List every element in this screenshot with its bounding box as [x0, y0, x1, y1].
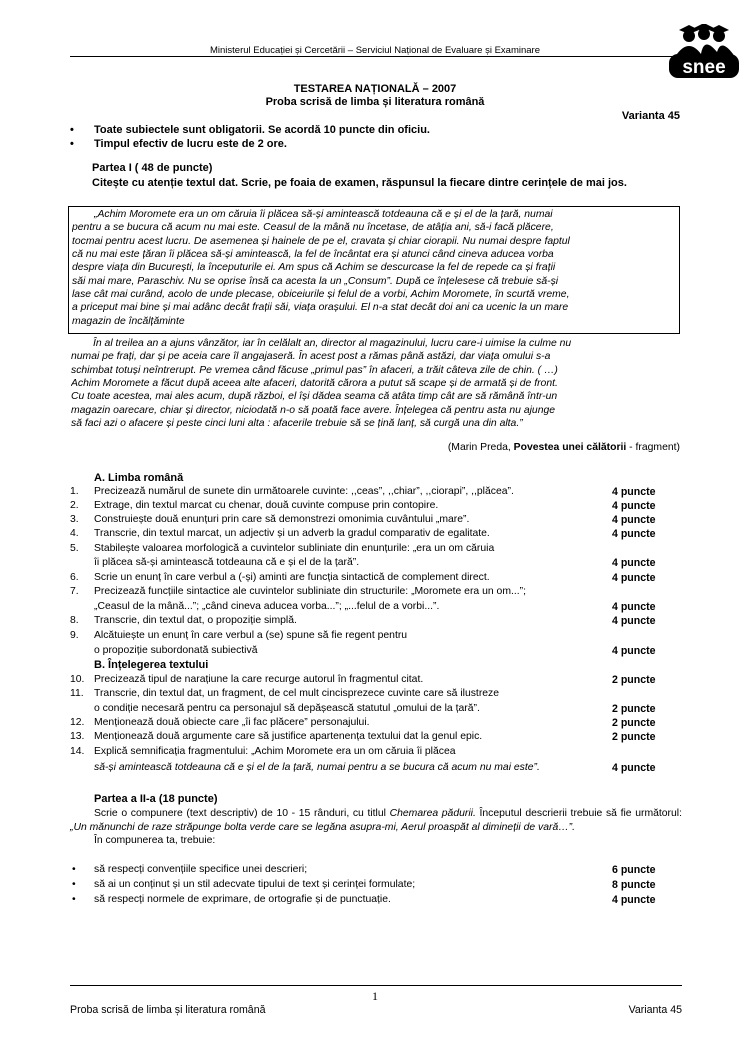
- question-item: îi plăcea să-și amintească totdeauna că e și el de la țară”. 4 puncte: [94, 557, 656, 569]
- question-item: 13. Menționează două argumente care să justifice apartenența textului dat la genul epic. 2 puncte: [70, 731, 656, 743]
- passage-continuation: [71, 337, 679, 430]
- passage-line: tocmai pentru acest lucru. De asemenea și hainele de pe el, cravata și chiar ciorapii. Nu numai despre faptul: [72, 235, 570, 247]
- header-rule: [70, 56, 682, 57]
- question-item: 7. Precizează funcțiile sintactice ale cuvintelor subliniate din structurile: „Moromete era un om...”;: [70, 586, 526, 597]
- question-item: „Ceasul de la mână...”; „când cineva aducea vorba...”; „...felul de a vorbi...”. 4 puncte: [94, 601, 656, 613]
- exam-subtitle: Proba scrisă de limba și literatura română: [265, 96, 485, 108]
- bullet-icon: •: [70, 124, 74, 136]
- passage-line: să faci azi o afacere și peste cinci luni alta : afacerile trebuie să se țină lanț, să curgă una din alta.”: [71, 418, 523, 430]
- snee-logo: [659, 24, 741, 82]
- footer: Proba scrisă de limba și literatura română Varianta 45: [70, 1004, 682, 1016]
- variant-label: Varianta 45: [621, 110, 680, 122]
- part2-heading: Partea a II-a (18 puncte): [94, 793, 218, 805]
- exam-title: TESTAREA NAȚIONALĂ – 2007: [293, 83, 457, 95]
- passage-line: magazin oarecare, chiar și director, niciodată n-o să poată face avere. Înțelegea că pentru asta nu ajunge: [71, 404, 556, 416]
- passage-line: numai pe frați, dar și pe aceia care îl angajaseră. În acest post a rămas până astăzi, dar viața omului s-a: [71, 351, 551, 363]
- question-item: 11. Transcrie, din textul dat, un fragment, de cel mult cincisprezece cuvinte care să ilustreze: [70, 688, 500, 699]
- criteria-item: • să respecți convențiile specifice unei descrieri; 6 puncte: [72, 864, 656, 876]
- question-item: să-și amintească totdeauna că e și el de la țară, numai pentru a se bucura că acum nu mai este”. 4 puncte: [94, 762, 656, 774]
- passage-line: „Achim Moromete era un om căruia îi plăcea să-și amintească totdeauna că e și el de la țară, numai: [94, 209, 553, 220]
- ministry-header: Ministerul Educației și Cercetării – Serviciul Național de Evaluare și Examinare: [210, 45, 540, 56]
- criteria-item: • să respecți normele de exprimare, de ortografie și de punctuație. 4 puncte: [72, 894, 656, 906]
- passage-source: (Marin Preda, Povestea unei călătorii - fragment): [447, 442, 680, 453]
- question-item: o propoziție subordonată subiectivă 4 puncte: [94, 645, 656, 657]
- question-item: 1. Precizează numărul de sunete din următoarele cuvinte: ,,ceas”, ,,chiar”, ,,ciorapi”, ,,plăcea”. 4 puncte: [70, 486, 656, 498]
- question-item: o condiție necesară pentru ca personajul să depășească statutul „omului de la țară”. 2 puncte: [94, 703, 656, 715]
- bullet-icon: •: [72, 894, 76, 905]
- passage-line: Cu toate acestea, mai ales acum, după război, el își dădea seama că atâta timp cât are să rămână într-un: [71, 391, 558, 403]
- criteria-item: • să ai un conținut și un stil adecvate tipului de text și cerinței formulate; 8 puncte: [72, 879, 656, 891]
- section-a-heading: A. Limba română: [94, 472, 184, 484]
- passage-line: despre viața din București, la începuturile ei. Am spus că Achim se descurcase la fel de repede ca și frații: [72, 262, 556, 274]
- question-item: 3. Construiește două enunțuri prin care să demonstrezi omonimia cuvântului „mare”. 4 puncte: [70, 514, 656, 526]
- essay-prompt: Scrie o compunere (text descriptiv) de 10 - 15 rânduri, cu titlul Chemarea pădurii. Începutul descrierii trebuie să fie următorul: „Un mănunchi de raze străpunge bolta verde care se legăna asupra-mi, Aerul proaspăt al dimineții de vară…”. În compunerea ta, trebuie:: [70, 808, 682, 847]
- question-item: 5. Stabilește valoarea morfologică a cuvintelor subliniate din enunțurile: „era un om căruia: [70, 543, 495, 554]
- bullet-icon: •: [72, 879, 76, 890]
- footer-rule: [70, 985, 682, 986]
- question-item: 8. Transcrie, din textul dat, o propoziție simplă. 4 puncte: [70, 615, 656, 627]
- svg-text:snee: snee: [682, 57, 726, 78]
- part1-heading: Partea I ( 48 de puncte): [92, 162, 213, 174]
- passage-line: că nu mai este țăran îi plăcea să-și amintească, la fel de încântat era și atunci când cineva aducea vorba: [72, 249, 554, 261]
- question-item: 10. Precizează tipul de narațiune la care recurge autorul în fragmentul citat. 2 puncte: [70, 674, 656, 686]
- passage-line: a priceput mai bine și mai adânc decât frații săi, viața orașului. El n-a stat decât doi ani ca ucenic la un mare: [72, 302, 569, 314]
- question-item: 6. Scrie un enunț în care verbul a (-și) aminti are funcția sintactică de complement direct. 4 puncte: [70, 572, 656, 584]
- question-item: 14. Explică semnificația fragmentului: „Achim Moromete era un om căruia îi plăcea: [70, 746, 456, 757]
- rule-item: • Timpul efectiv de lucru este de 2 ore.: [70, 138, 287, 150]
- bullet-icon: •: [70, 138, 74, 150]
- passage-line: Achim Moromete a făcut după aceea alte afaceri, datorită cărora a putut să scape și de armată și de front.: [71, 378, 558, 390]
- passage-line: În al treilea an a ajuns vânzător, iar în celălalt an, director al magazinului, lucru care-i uimise la culme nu: [93, 338, 572, 349]
- question-item: 4. Transcrie, din textul marcat, un adjectiv și un adverb la gradul comparativ de egalitate. 4 puncte: [70, 528, 656, 540]
- page-number: 1: [372, 989, 378, 1003]
- passage-line: săi mai mare, Paraschiv. Nu se oprise însă ca acesta la un „Consum”. După ce înțelesese că trebuie să-și: [72, 275, 559, 287]
- bullet-icon: •: [72, 864, 76, 875]
- question-item: 2. Extrage, din textul marcat cu chenar, două cuvinte compuse prin contopire. 4 puncte: [70, 500, 656, 512]
- passage-line: lase cât mai curând, acolo de unde plecase, obiceiurile și felul de a vorbi, Achim Moromete, în scurtă vreme,: [72, 289, 570, 301]
- question-item: 9. Alcătuiește un enunț în care verbul a (se) spune să fie regent pentru: [70, 630, 408, 641]
- passage-line: magazin de încălțăminte: [72, 315, 185, 327]
- rule-item: • Toate subiectele sunt obligatorii. Se acordă 10 puncte din oficiu.: [70, 124, 430, 136]
- passage-line: schimbat totuși neîntrerupt. Pe vremea când făcuse „primul pas” în afaceri, a trăit câteva zile de chin. ( …): [71, 364, 558, 376]
- part1-instruction: Citește cu atenție textul dat. Scrie, pe foaia de examen, răspunsul la fiecare dintre cerințele de mai jos.: [92, 177, 627, 189]
- boxed-passage: [68, 206, 680, 334]
- passage-line: pentru a se bucura că acum nu mai este. Ceasul de la mână nu încetase, de atâția ani, să-i facă plăcere,: [72, 222, 554, 234]
- question-item: 12. Menționează două obiecte care „îi fac plăcere” personajului. 2 puncte: [70, 717, 656, 729]
- section-b-heading: B. Înțelegerea textului: [94, 659, 209, 671]
